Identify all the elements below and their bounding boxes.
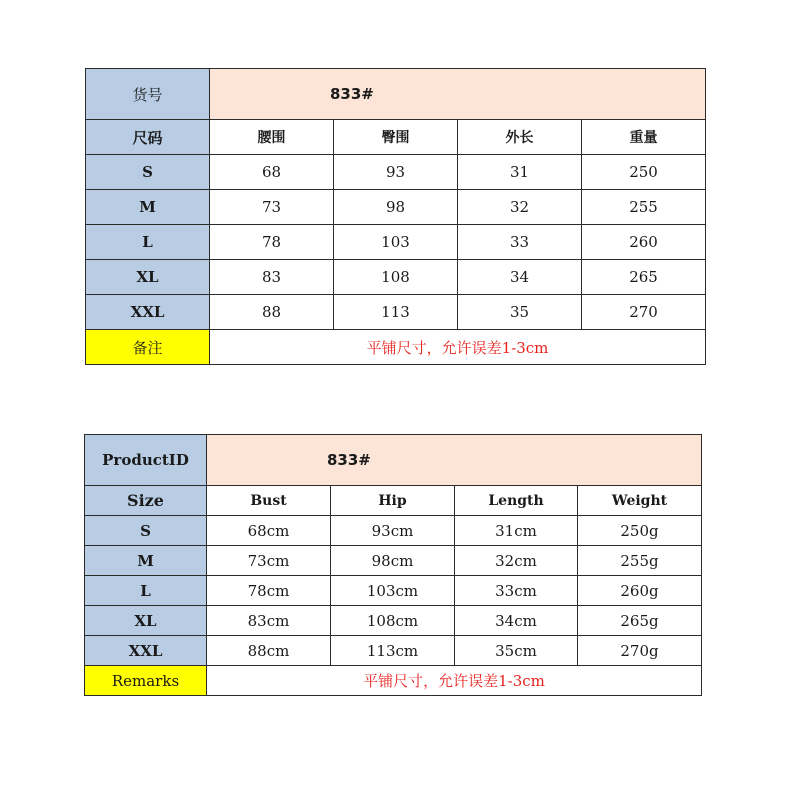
value-cell: 260g xyxy=(578,576,702,606)
value-cell: 250 xyxy=(582,155,706,190)
size-cell: M xyxy=(85,546,207,576)
value-cell: 250g xyxy=(578,516,702,546)
column-header-hip: 臀围 xyxy=(334,120,458,155)
value-cell: 255 xyxy=(582,190,706,225)
value-cell: 31 xyxy=(458,155,582,190)
value-cell: 68 xyxy=(210,155,334,190)
remark-label: 备注 xyxy=(86,330,210,365)
column-header-hip: Hip xyxy=(331,486,455,516)
value-cell: 88 xyxy=(210,295,334,330)
value-cell: 265 xyxy=(582,260,706,295)
value-cell: 113 xyxy=(334,295,458,330)
size-chart-table-cn xyxy=(85,68,706,365)
value-cell: 33cm xyxy=(455,576,578,606)
value-cell: 31cm xyxy=(455,516,578,546)
value-cell: 73cm xyxy=(207,546,331,576)
value-cell: 68cm xyxy=(207,516,331,546)
product-id-value: 833# xyxy=(207,435,702,486)
value-cell: 35 xyxy=(458,295,582,330)
column-header-length: Length xyxy=(455,486,578,516)
column-header-length: 外长 xyxy=(458,120,582,155)
value-cell: 113cm xyxy=(331,636,455,666)
column-header-bust: Bust xyxy=(207,486,331,516)
table-row xyxy=(85,636,702,666)
value-cell: 108cm xyxy=(331,606,455,636)
size-cell: S xyxy=(86,155,210,190)
value-cell: 34 xyxy=(458,260,582,295)
column-header-weight: 重量 xyxy=(582,120,706,155)
table-row xyxy=(86,190,706,225)
value-cell: 33 xyxy=(458,225,582,260)
value-cell: 108 xyxy=(334,260,458,295)
value-cell: 103cm xyxy=(331,576,455,606)
value-cell: 32cm xyxy=(455,546,578,576)
size-header: Size xyxy=(85,486,207,516)
value-cell: 270g xyxy=(578,636,702,666)
value-cell: 93cm xyxy=(331,516,455,546)
value-cell: 103 xyxy=(334,225,458,260)
size-cell: XXL xyxy=(85,636,207,666)
size-header: 尺码 xyxy=(86,120,210,155)
value-cell: 265g xyxy=(578,606,702,636)
value-cell: 32 xyxy=(458,190,582,225)
value-cell: 83cm xyxy=(207,606,331,636)
product-id-label: ProductID xyxy=(85,435,207,486)
table-row xyxy=(86,260,706,295)
size-cell: XL xyxy=(86,260,210,295)
size-cell: XXL xyxy=(86,295,210,330)
size-cell: S xyxy=(85,516,207,546)
remark-label: Remarks xyxy=(85,666,207,696)
value-cell: 78 xyxy=(210,225,334,260)
size-cell: XL xyxy=(85,606,207,636)
table-row xyxy=(85,516,702,546)
value-cell: 98 xyxy=(334,190,458,225)
value-cell: 83 xyxy=(210,260,334,295)
value-cell: 34cm xyxy=(455,606,578,636)
remark-text: 平铺尺寸，允许误差1-3cm xyxy=(210,330,706,365)
value-cell: 35cm xyxy=(455,636,578,666)
table-row xyxy=(85,546,702,576)
value-cell: 78cm xyxy=(207,576,331,606)
value-cell: 255g xyxy=(578,546,702,576)
value-cell: 88cm xyxy=(207,636,331,666)
product-id-label: 货号 xyxy=(86,69,210,120)
value-cell: 270 xyxy=(582,295,706,330)
value-cell: 93 xyxy=(334,155,458,190)
table-row xyxy=(86,155,706,190)
value-cell: 98cm xyxy=(331,546,455,576)
product-id-value: 833# xyxy=(210,69,706,120)
value-cell: 260 xyxy=(582,225,706,260)
table-row xyxy=(86,225,706,260)
size-cell: L xyxy=(86,225,210,260)
column-header-weight: Weight xyxy=(578,486,702,516)
value-cell: 73 xyxy=(210,190,334,225)
size-cell: L xyxy=(85,576,207,606)
column-header-waist: 腰围 xyxy=(210,120,334,155)
remark-text: 平铺尺寸，允许误差1-3cm xyxy=(207,666,702,696)
table-row xyxy=(86,295,706,330)
table-row xyxy=(85,576,702,606)
size-chart-table-en xyxy=(84,434,702,696)
size-cell: M xyxy=(86,190,210,225)
table-row xyxy=(85,606,702,636)
